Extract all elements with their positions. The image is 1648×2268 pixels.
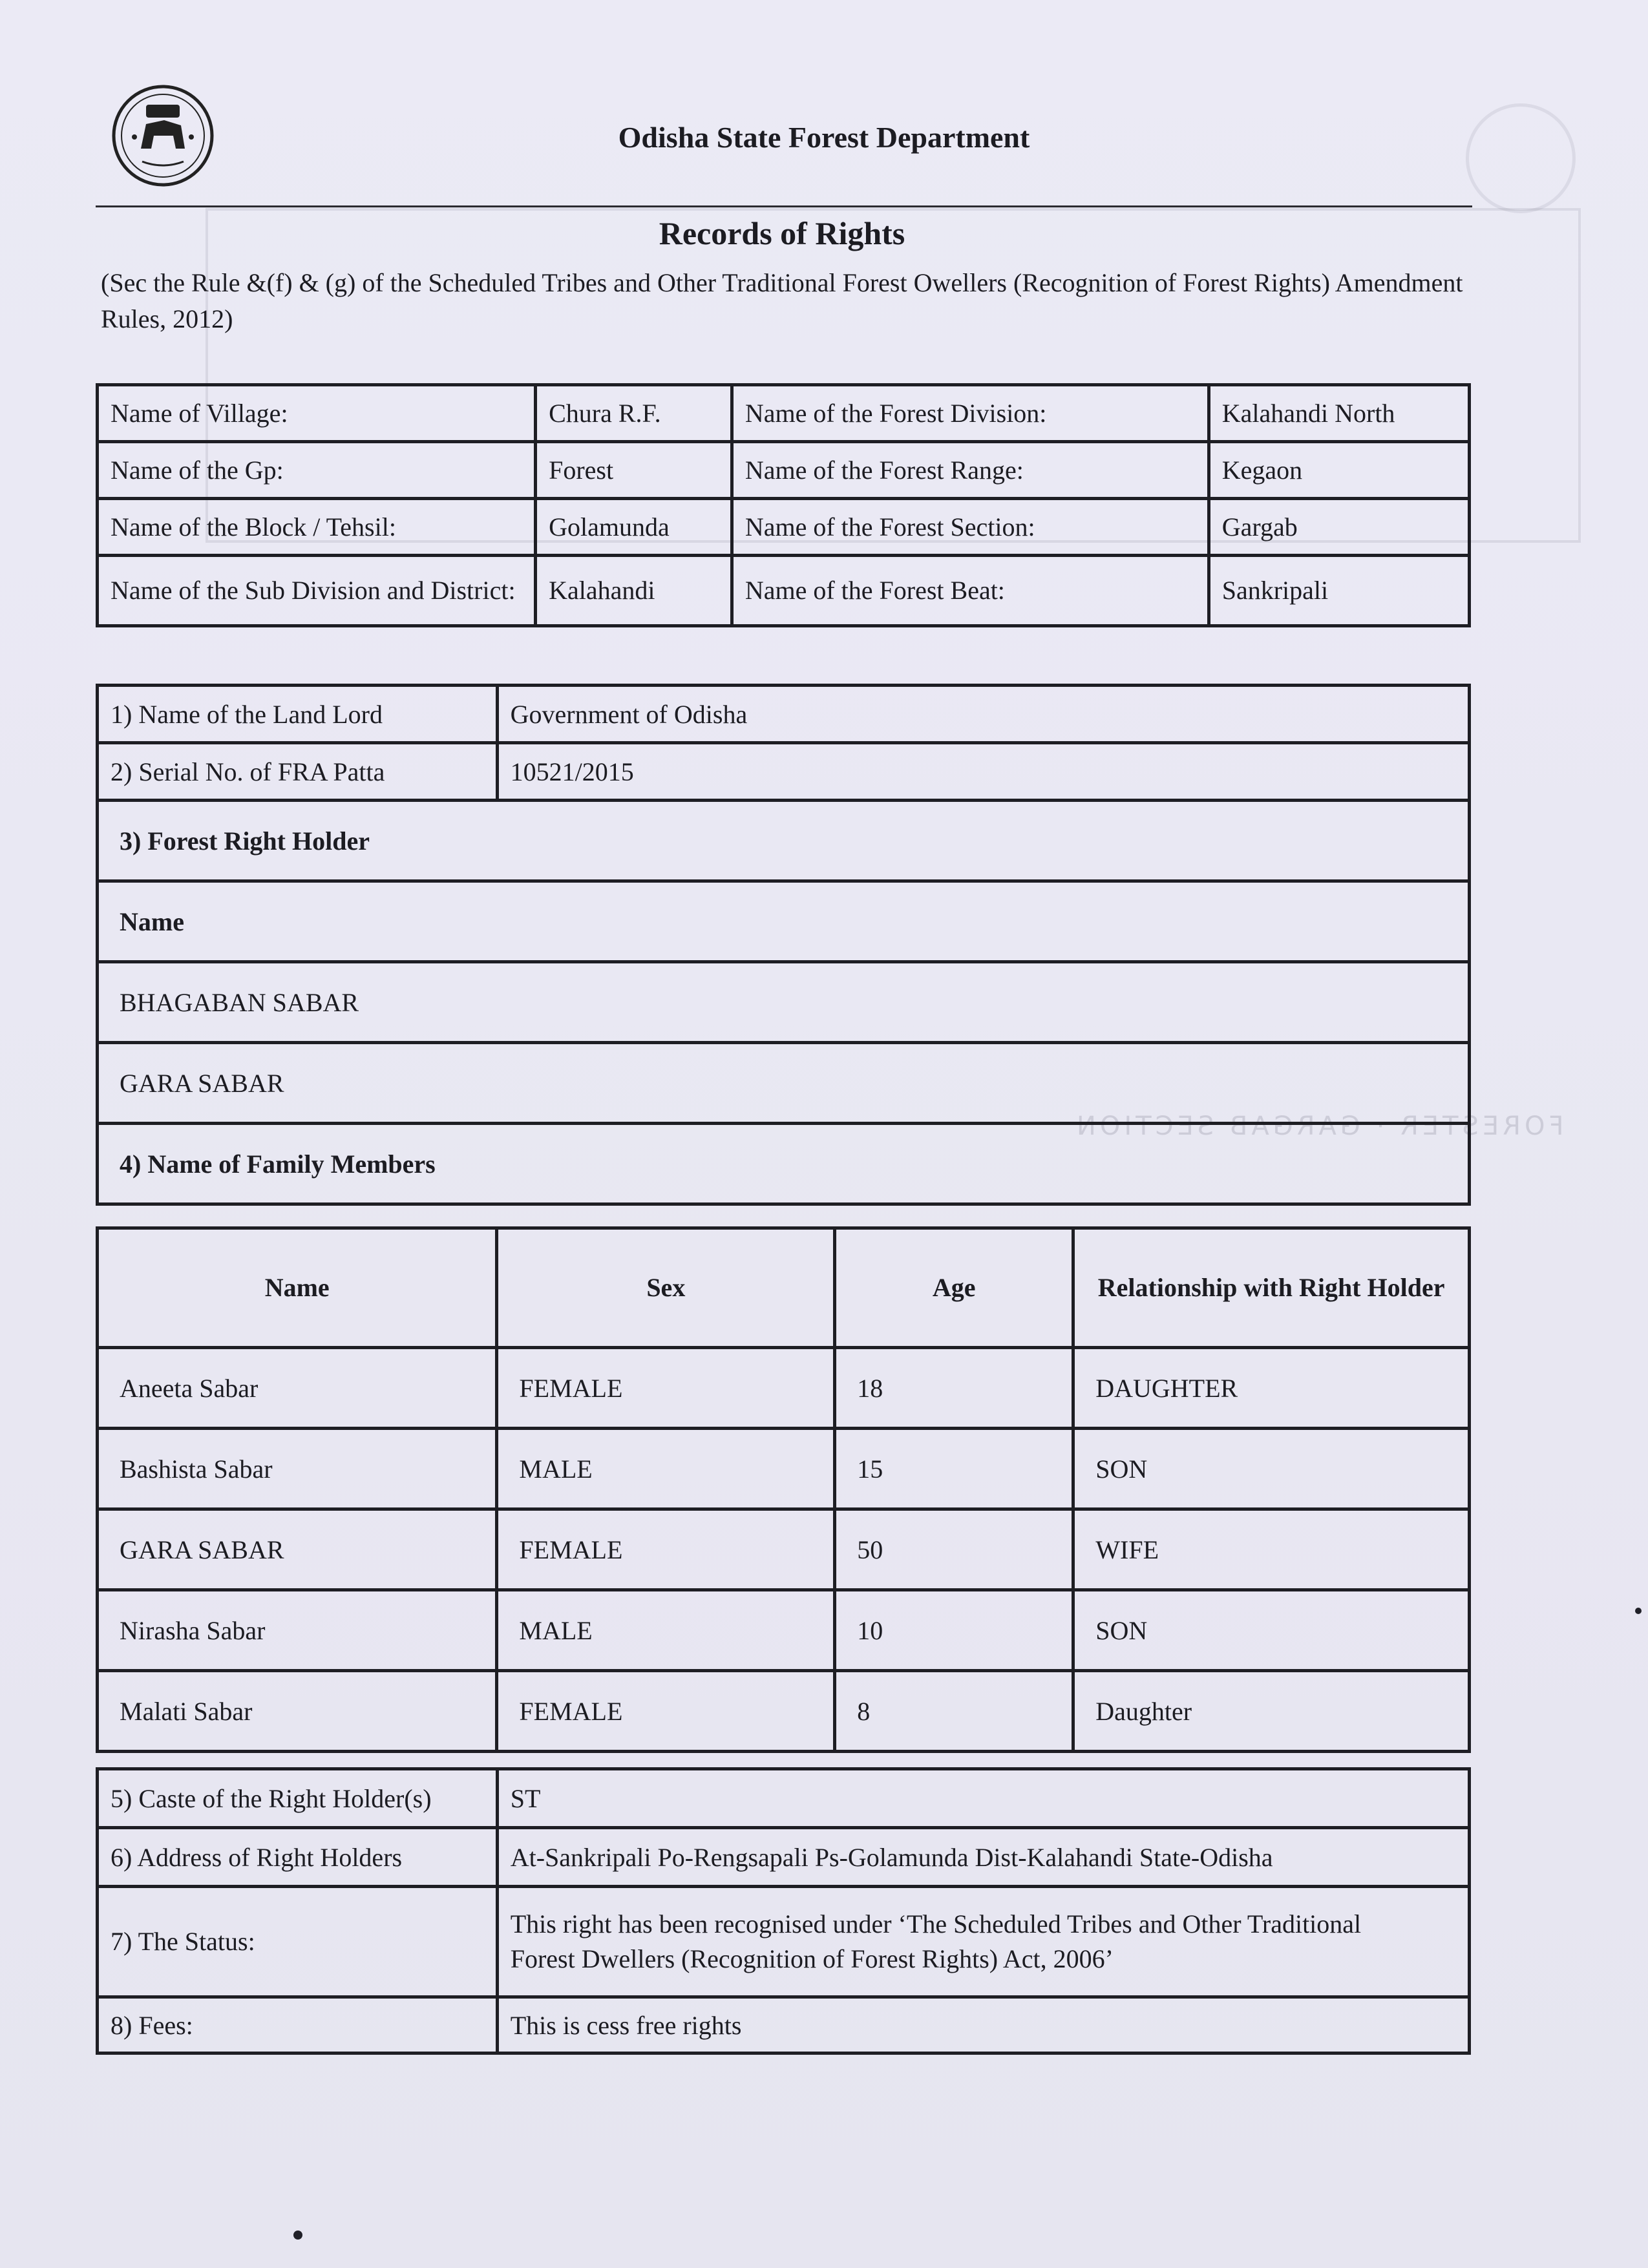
table-row	[98, 1997, 1470, 2053]
fees-label: 8) Fees:	[98, 1997, 498, 2053]
department-name: Odisha State Forest Department	[618, 121, 1030, 154]
address-value: At-Sankripali Po-Rengsapali Ps-Golamunda Dist-Kalahandi State-Odisha	[497, 1828, 1469, 1887]
member-age: 15	[835, 1429, 1073, 1509]
village-value: Chura R.F.	[536, 385, 732, 442]
status-value	[497, 1887, 1469, 1997]
table-row	[98, 686, 1470, 743]
member-name: Nirasha Sabar	[98, 1590, 497, 1671]
land-lord-label: 1) Name of the Land Lord	[98, 686, 498, 743]
table-row	[98, 1769, 1470, 1828]
table-row	[98, 556, 1470, 626]
forest-beat-value: Sankripali	[1209, 556, 1469, 626]
table-row	[98, 962, 1470, 1043]
status-label: 7) The Status:	[98, 1887, 498, 1997]
status-line-1: This right has been recognised under ‘The Scheduled Tribes and Other Traditional	[510, 1909, 1362, 1938]
member-relationship: DAUGHTER	[1073, 1348, 1470, 1429]
block-value: Golamunda	[536, 499, 732, 556]
table-row	[98, 1671, 1470, 1752]
address-label: 6) Address of Right Holders	[98, 1828, 498, 1887]
table-row	[98, 385, 1470, 442]
member-sex: MALE	[497, 1429, 835, 1509]
member-relationship: WIFE	[1073, 1509, 1470, 1590]
village-label: Name of Village:	[98, 385, 536, 442]
gp-label: Name of the Gp:	[98, 442, 536, 499]
forest-right-holder-heading: 3) Forest Right Holder	[98, 801, 1470, 881]
table-row	[98, 1590, 1470, 1671]
caste-label: 5) Caste of the Right Holder(s)	[98, 1769, 498, 1828]
table-row	[98, 1429, 1470, 1509]
gp-value: Forest	[536, 442, 732, 499]
table-row	[98, 499, 1470, 556]
land-lord-value: Government of Odisha	[497, 686, 1469, 743]
fees-value: This is cess free rights	[497, 1997, 1469, 2053]
member-age: 50	[835, 1509, 1073, 1590]
member-sex: FEMALE	[497, 1509, 835, 1590]
forest-beat-label: Name of the Forest Beat:	[732, 556, 1209, 626]
member-relationship: Daughter	[1073, 1671, 1470, 1752]
member-name: GARA SABAR	[98, 1509, 497, 1590]
member-sex: MALE	[497, 1590, 835, 1671]
forester-stamp: FORESTER · GARGAB SECTION	[1073, 1111, 1564, 1141]
block-label: Name of the Block / Tehsil:	[98, 499, 536, 556]
rights-table	[96, 684, 1471, 1206]
table-row	[98, 1509, 1470, 1590]
member-name: Bashista Sabar	[98, 1429, 497, 1509]
serial-value: 10521/2015	[497, 743, 1469, 801]
member-sex: FEMALE	[497, 1348, 835, 1429]
forest-division-value: Kalahandi North	[1209, 385, 1469, 442]
header-divider	[96, 205, 1472, 207]
table-row	[98, 1348, 1470, 1429]
holder-name: BHAGABAN SABAR	[98, 962, 1470, 1043]
details-table	[96, 1767, 1471, 2055]
holder-name: GARA SABAR	[98, 1043, 1470, 1124]
forest-range-value: Kegaon	[1209, 442, 1469, 499]
member-sex: FEMALE	[497, 1671, 835, 1752]
document-title: Records of Rights	[659, 215, 905, 251]
column-header-sex: Sex	[497, 1228, 835, 1348]
table-row	[98, 1124, 1470, 1204]
table-row	[98, 743, 1470, 801]
forest-range-label: Name of the Forest Range:	[732, 442, 1209, 499]
member-age: 18	[835, 1348, 1073, 1429]
serial-label: 2) Serial No. of FRA Patta	[98, 743, 498, 801]
table-row	[98, 881, 1470, 962]
document-subtitle: (Sec the Rule &(f) & (g) of the Scheduled Tribes and Other Traditional Forest Owellers (Recognition of Forest Rights) Amendment Rules, 2012)	[101, 268, 1463, 333]
table-row	[98, 1043, 1470, 1124]
forest-division-label: Name of the Forest Division:	[732, 385, 1209, 442]
caste-value: ST	[497, 1769, 1469, 1828]
punch-mark	[293, 2231, 302, 2240]
table-row	[98, 1887, 1470, 1997]
forest-section-value: Gargab	[1209, 499, 1469, 556]
member-relationship: SON	[1073, 1429, 1470, 1509]
punch-mark	[1635, 1608, 1642, 1614]
column-header-relationship: Relationship with Right Holder	[1073, 1228, 1470, 1348]
table-header-row	[98, 1228, 1470, 1348]
member-age: 10	[835, 1590, 1073, 1671]
member-name: Aneeta Sabar	[98, 1348, 497, 1429]
column-header-age: Age	[835, 1228, 1073, 1348]
forest-section-label: Name of the Forest Section:	[732, 499, 1209, 556]
member-name: Malati Sabar	[98, 1671, 497, 1752]
holder-name-header: Name	[98, 881, 1470, 962]
table-row	[98, 442, 1470, 499]
member-relationship: SON	[1073, 1590, 1470, 1671]
table-row	[98, 1828, 1470, 1887]
sub-division-label: Name of the Sub Division and District:	[98, 556, 536, 626]
status-line-2: Forest Dwellers (Recognition of Forest Rights) Act, 2006’	[510, 1944, 1114, 1973]
sub-division-value: Kalahandi	[536, 556, 732, 626]
family-members-table	[96, 1226, 1471, 1753]
family-members-heading: 4) Name of Family Members	[98, 1124, 1470, 1204]
column-header-name: Name	[98, 1228, 497, 1348]
member-age: 8	[835, 1671, 1073, 1752]
table-row	[98, 801, 1470, 881]
location-table	[96, 383, 1471, 627]
